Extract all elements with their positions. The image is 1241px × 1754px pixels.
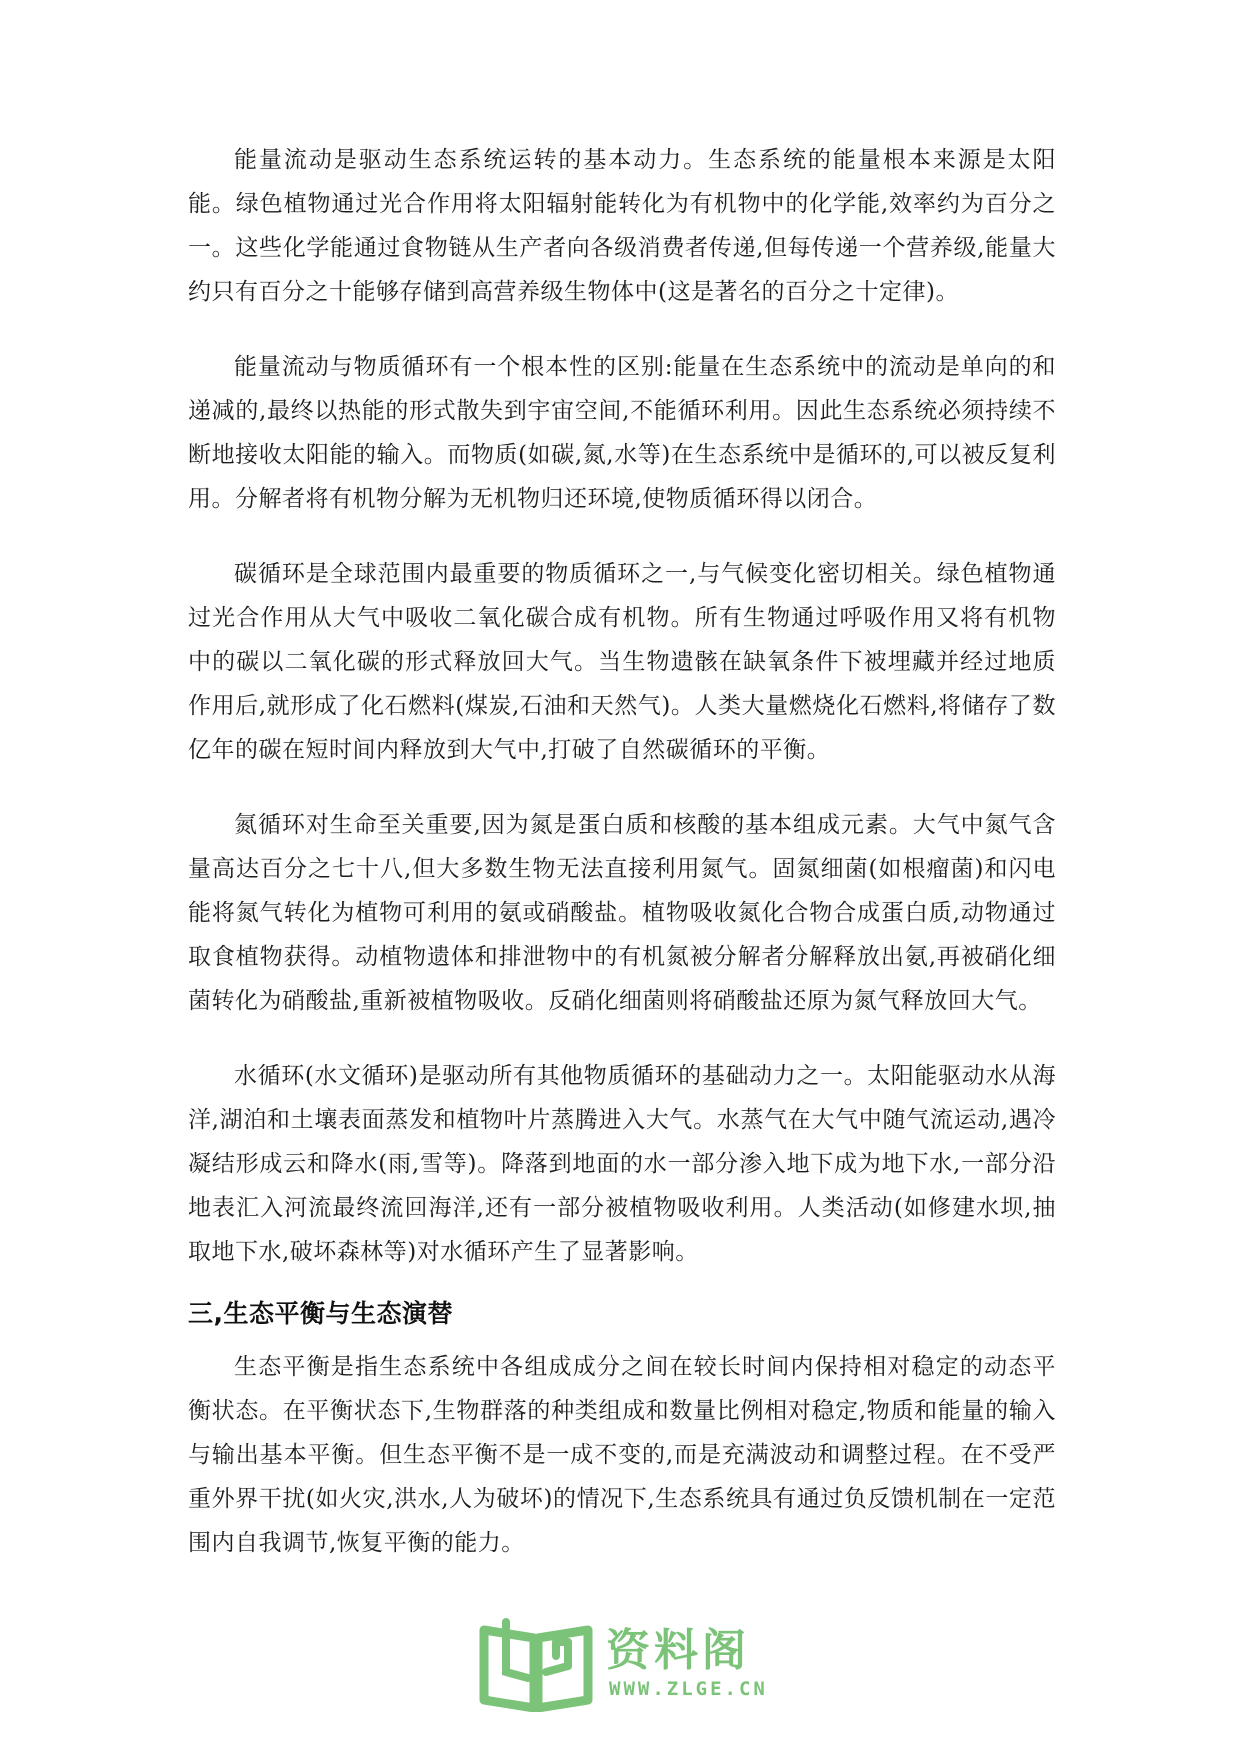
open-book-icon bbox=[476, 1612, 596, 1712]
watermark-logo bbox=[476, 1608, 776, 1728]
paragraph-carbon-cycle: 碳循环是全球范围内最重要的物质循环之一,与气候变化密切相关。绿色植物通过光合作用从大气中吸收二氧化碳合成有机物。所有生物通过呼吸作用又将有机物中的碳以二氧化碳的形式释放回大气。当生物遗骸在缺氧条件下被埋藏并经过地质作用后,就形成了化石燃料(煤炭,石油和天然气)。人类大量燃烧化石燃料,将储存了数亿年的碳在短时间内释放到大气中,打破了自然碳循环的平衡。 bbox=[188, 561, 1056, 763]
paragraph-energy-vs-matter: 能量流动与物质循环有一个根本性的区别:能量在生态系统中的流动是单向的和递减的,最终以热能的形式散失到宇宙空间,不能循环利用。因此生态系统必须持续不断地接收太阳能的输入。而物质(如碳,氮,水等)在生态系统中是循环的,可以被反复利用。分解者将有机物分解为无机物归还环境,使物质循环得以闭合。 bbox=[188, 354, 1056, 512]
paragraph-energy-flow: 能量流动是驱动生态系统运转的基本动力。生态系统的能量根本来源是太阳能。绿色植物通过光合作用将太阳辐射能转化为有机物中的化学能,效率约为百分之一。这些化学能通过食物链从生产者向各级消费者传递,但每传递一个营养级,能量大约只有百分之十能够存储到高营养级生物体中(这是著名的百分之十定律)。 bbox=[188, 147, 1056, 305]
watermark-url: WWW.ZLGE.CN bbox=[609, 1678, 768, 1700]
watermark-name: 资料阁 bbox=[606, 1625, 750, 1676]
paragraph-nitrogen-cycle: 氮循环对生命至关重要,因为氮是蛋白质和核酸的基本组成元素。大气中氮气含量高达百分之七十八,但大多数生物无法直接利用氮气。固氮细菌(如根瘤菌)和闪电能将氮气转化为植物可利用的氨或硝酸盐。植物吸收氮化合物合成蛋白质,动物通过取食植物获得。动植物遗体和排泄物中的有机氮被分解者分解释放出氨,再被硝化细菌转化为硝酸盐,重新被植物吸收。反硝化细菌则将硝酸盐还原为氮气释放回大气。 bbox=[188, 812, 1056, 1014]
document-body bbox=[188, 138, 1056, 1596]
paragraph-water-cycle: 水循环(水文循环)是驱动所有其他物质循环的基础动力之一。太阳能驱动水从海洋,湖泊和土壤表面蒸发和植物叶片蒸腾进入大气。水蒸气在大气中随气流运动,遇冷凝结形成云和降水(雨,雪等)。降落到地面的水一部分渗入地下成为地下水,一部分沿地表汇入河流最终流回海洋,还有一部分被植物吸收利用。人类活动(如修建水坝,抽取地下水,破坏森林等)对水循环产生了显著影响。 bbox=[188, 1063, 1056, 1265]
paragraph-ecological-balance: 生态平衡是指生态系统中各组成成分之间在较长时间内保持相对稳定的动态平衡状态。在平衡状态下,生物群落的种类组成和数量比例相对稳定,物质和能量的输入与输出基本平衡。但生态平衡不是一成不变的,而是充满波动和调整过程。在不受严重外界干扰(如火灾,洪水,人为破坏)的情况下,生态系统具有通过负反馈机制在一定范围内自我调节,恢复平衡的能力。 bbox=[188, 1354, 1056, 1556]
section-heading: 三,生态平衡与生态演替 bbox=[188, 1299, 453, 1328]
